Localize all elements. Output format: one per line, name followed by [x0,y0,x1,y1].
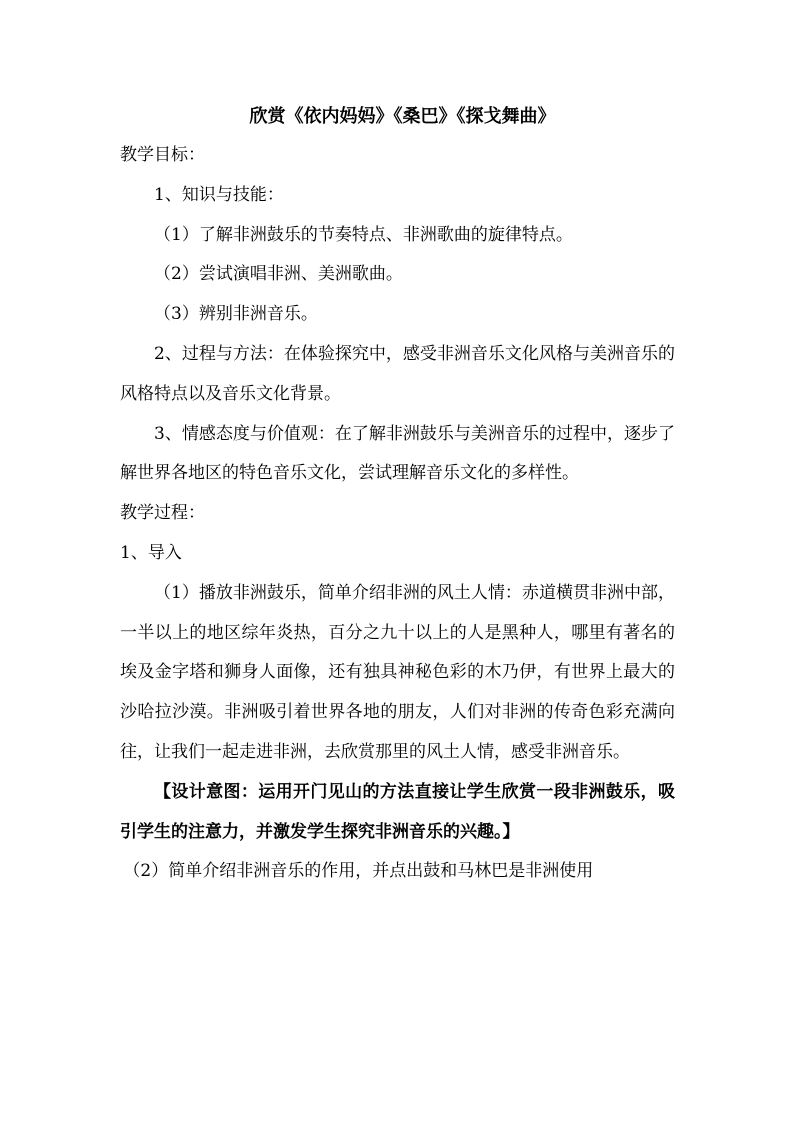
document-page [120,98,675,892]
intro-paragraph-africa: （1）播放非洲鼓乐，简单介绍非洲的风土人情：赤道横贯非洲中部，一半以上的地区综年炎热，百分之九十以上的人是黑种人，哪里有著名的埃及金字塔和狮身人面像，还有独具神秘色彩的木乃伊，有世界上最大的沙哈拉沙漠。非洲吸引着世界各地的朋友，人们对非洲的传奇色彩充满向往，让我们一起走进非洲，去欣赏那里的风土人情，感受非洲音乐。 [120,582,675,762]
goal-process-method: 2、过程与方法：在体验探究中，感受非洲音乐文化风格与美洲音乐的风格特点以及音乐文化背景。 [120,343,675,404]
goal-item-2: （2）尝试演唱非洲、美洲歌曲。 [154,264,403,285]
section-heading-teaching-goals: 教学目标： [120,145,205,165]
goal-knowledge-skills: 1、知识与技能： [154,184,284,205]
step-introduction: 1、导入 [120,542,182,563]
goal-emotion-values: 3、情感态度与价值观：在了解非洲鼓乐与美洲音乐的过程中，逐步了解世界各地区的特色音乐文化，尝试理解音乐文化的多样性。 [120,423,675,484]
goal-item-1: （1）了解非洲鼓乐的节奏特点、非洲歌曲的旋律特点。 [154,224,573,245]
intro-paragraph-function: （2）简单介绍非洲音乐的作用，并点出鼓和马林巴是非洲使用 [123,861,594,882]
design-intent-note: 【设计意图：运用开门见山的方法直接让学生欣赏一段非洲鼓乐，吸引学生的注意力，并激发学生探究非洲音乐的兴趣。】 [120,781,675,842]
goal-item-3: （3）辨别非洲音乐。 [154,304,318,325]
section-heading-teaching-process: 教学过程： [120,503,205,524]
document-title: 欣赏《依内妈妈》《桑巴》《探戈舞曲》 [249,106,556,127]
